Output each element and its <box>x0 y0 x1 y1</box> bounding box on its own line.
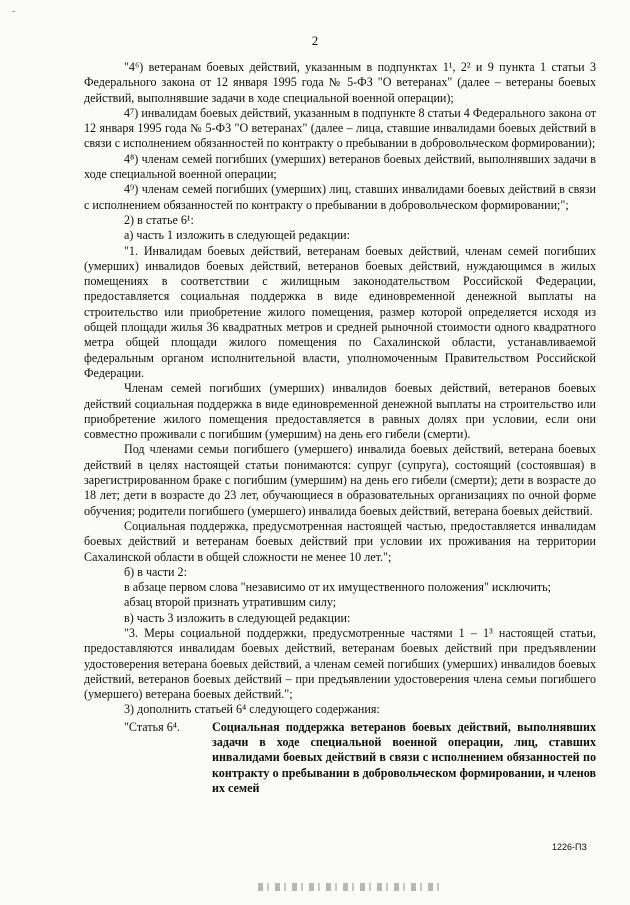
document-code: 1226-ПЗ <box>552 842 587 852</box>
article-heading <box>84 720 596 796</box>
paragraph-subitem-b: б) в части 2: <box>124 564 187 579</box>
paragraph-4-8: 4⁸) членам семей погибших (умерших) ветеранов боевых действий, выполнявших задачи в ходе специальной военной операции; <box>84 151 596 182</box>
paragraph-4-7: 4⁷) инвалидам боевых действий, указанным в подпункте 8 статьи 4 Федерального закона от 12 января 1995 года № 5-ФЗ "О ветеранах" (далее – лица, ставшие инвалидами боевых действий в связи с исполнением обязанностей по контракту о пребывании в добровольческом формировании); <box>84 105 596 151</box>
paragraph-subitem-a: а) часть 1 изложить в следующей редакции: <box>124 228 350 243</box>
paragraph-residence-condition: Социальная поддержка, предусмотренная настоящей частью, предоставляется инвалидам боевых действий и ветеранам боевых действий при условии их проживания на территории Сахалинской области в общей сложности не менее 10 лет."; <box>84 518 596 564</box>
paragraph-abzac-1: в абзаце первом слова "независимо от их имущественного положения" исключить; <box>124 580 551 595</box>
paragraph-part-3: "3. Меры социальной поддержки, предусмотренные частями 1 – 1³ настоящей статьи, предоставляются инвалидам боевых действий, ветеранам боевых действий при предъявлении удостоверения ветерана боевых действий, а членам семей погибших (умерших) инвалидов боевых действий, ветеранов боевых действий – при предъявлении удостоверения члена семьи погибшего (умершего) ветерана боевых действий."; <box>84 625 596 702</box>
paragraph-4-6: "4⁶) ветеранам боевых действий, указанным в подпунктах 1¹, 2² и 9 пункта 1 статьи 3 Федерального закона от 12 января 1995 года № 5-ФЗ "О ветеранах" (далее – ветераны боевых действий, выполнявшие задачи в ходе специальной военной операции); <box>84 60 596 105</box>
paragraph-item-3: 3) дополнить статьей 6⁴ следующего содержания: <box>124 702 380 717</box>
document-body <box>84 60 596 796</box>
paragraph-abzac-2: абзац второй признать утратившим силу; <box>124 595 337 610</box>
scan-artifact <box>258 883 443 891</box>
paragraph-subitem-v: в) часть 3 изложить в следующей редакции: <box>124 610 351 625</box>
paragraph-family-definition: Под членами семьи погибшего (умершего) инвалида боевых действий, ветерана боевых действий в целях настоящей статьи понимаются: супруг (супруга), состоящий (состоявшая) в зарегистрированном браке с погибшим (умершим) на день его гибели (смерти); дети в возрасте до 18 лет; дети в возрасте до 23 лет, обучающиеся в образовательных организациях по очной форме обучения; родители погибшего (умершего) инвалида боевых действий, ветерана боевых действий. <box>84 442 596 518</box>
article-label: "Статья 6⁴. <box>124 719 181 734</box>
page-number: 2 <box>311 33 319 48</box>
paragraph-item-2: 2) в статье 6¹: <box>124 212 194 227</box>
paragraph-family-members: Членам семей погибших (умерших) инвалидов боевых действий, ветеранов боевых действий социальная поддержка в виде единовременной денежной выплаты на строительство или приобретение жилого помещения предоставляется в равных долях при условии, если они совместно проживали с погибшим (умершим) на день его гибели (смерти). <box>84 381 596 442</box>
corner-mark: - <box>12 6 16 17</box>
article-title: Социальная поддержка ветеранов боевых действий, выполнявших задачи в ходе специальной военной операции, лиц, ставших инвалидами боевых действий в связи с исполнением обязанностей по контракту о пребывании в добровольческом формировании, и членов их семей <box>212 719 596 795</box>
paragraph-4-9: 4⁹) членам семей погибших (умерших) лиц, ставших инвалидами боевых действий в связи с исполнением обязанностей по контракту о пребывании в добровольческом формировании;"; <box>84 182 596 212</box>
paragraph-part-1: "1. Инвалидам боевых действий, ветеранам боевых действий, членам семей погибших (умерших) инвалидов боевых действий, ветеранов боевых действий, нуждающимся в жилых помещениях в соответствии с жилищным законодательством Российской Федерации, предоставляется социальная поддержка в виде единовременной денежной выплаты на строительство или приобретение жилого помещения, размер которой определяется исходя из общей площади жилья 36 квадратных метров и средней рыночной стоимости одного квадратного метра общей площади жилого помещения по Сахалинской области, устанавливаемой федеральным органом исполнительной власти, уполномоченным Правительством Российской Федерации. <box>84 243 596 380</box>
